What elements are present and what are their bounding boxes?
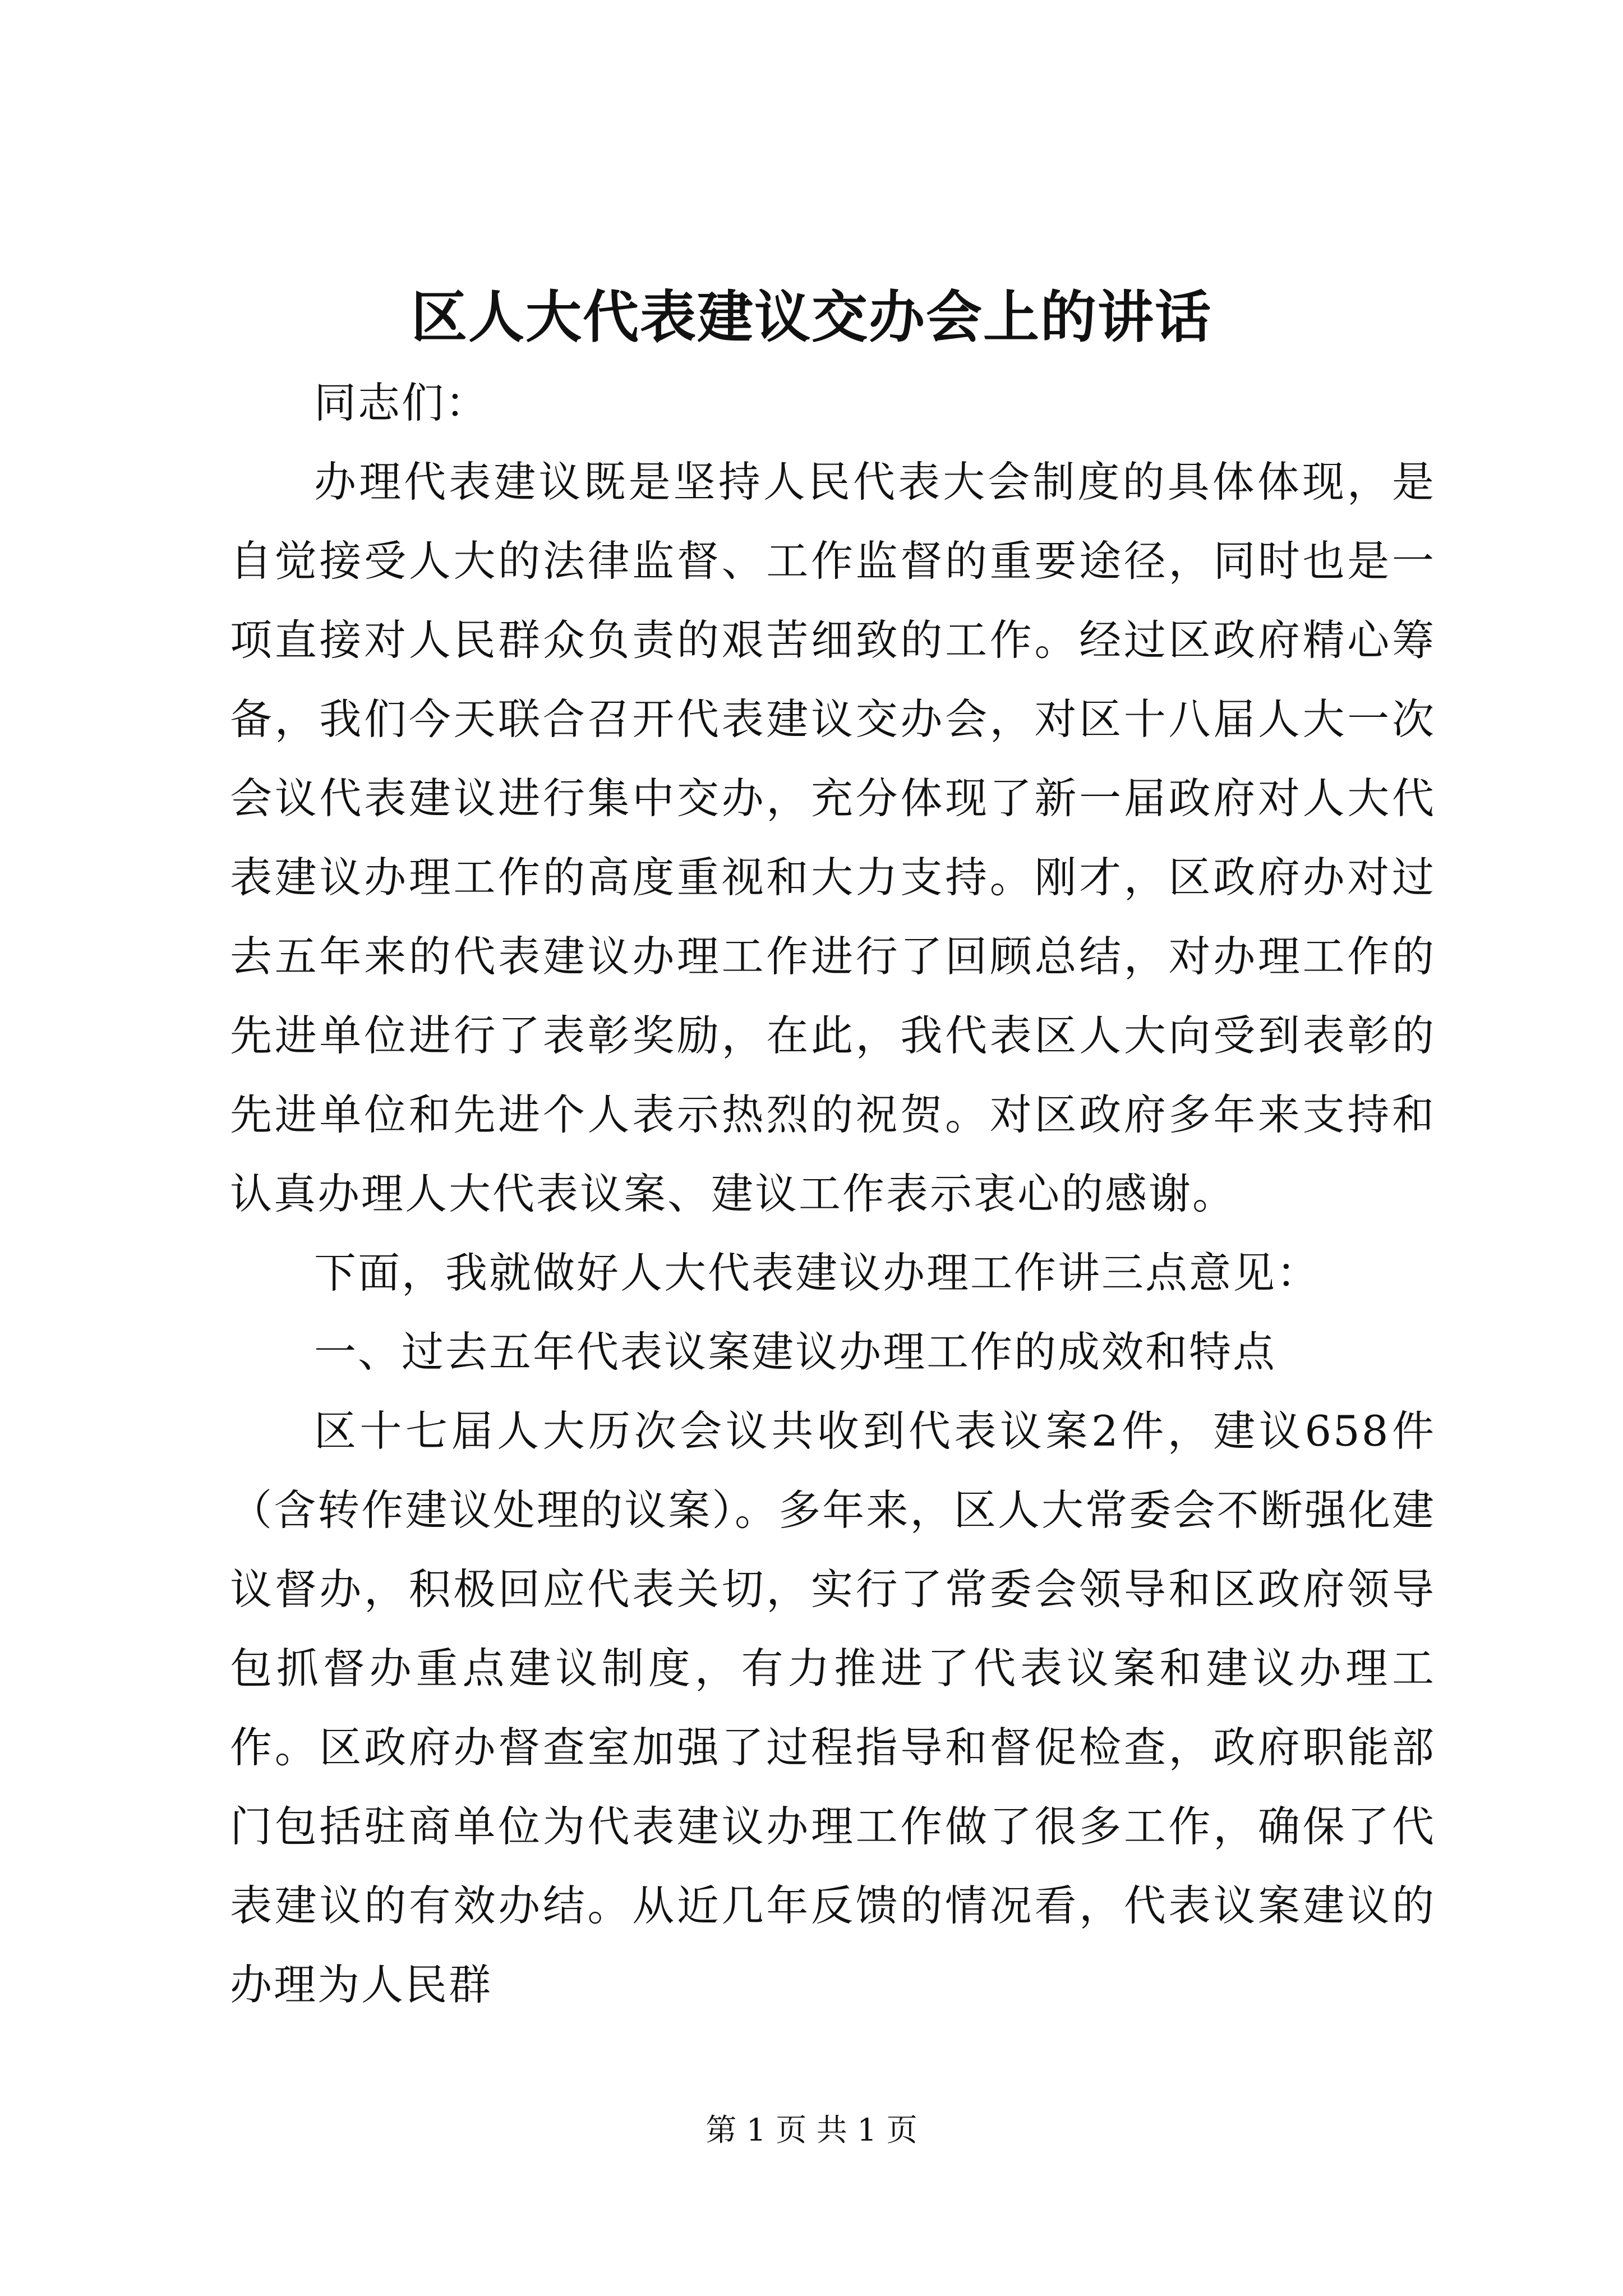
page-number-footer: 第 1 页 共 1 页 xyxy=(706,2112,917,2148)
document-title: 区人大代表建议交办会上的讲话 xyxy=(411,284,1212,350)
body-paragraph: 办理代表建议既是坚持人民代表大会制度的具体体现，是自觉接受人大的法律监督、工作监督的重要途径，同时也是一项直接对人民群众负责的艰苦细致的工作。经过区政府精心筹备，我们今天联合召开代表建议交办会，对区十八届人大一次会议代表建议进行集中交办，充分体现了新一届政府对人大代表建议办理工作的高度重视和大力支持。刚才，区政府办对过去五年来的代表建议办理工作进行了回顾总结，对办理工作的先进单位进行了表彰奖励，在此，我代表区人大向受到表彰的先进单位和先进个人表示热烈的祝贺。对区政府多年来支持和认真办理人大代表议案、建议工作表示衷心的感谢。 xyxy=(230,457,1436,1218)
body-paragraph: 区十七届人大历次会议共收到代表议案2件，建议658件（含转作建议处理的议案）。多年来，区人大常委会不断强化建议督办，积极回应代表关切，实行了常委会领导和区政府领导包抓督办重点建议制度，有力推进了代表议案和建议办理工作。区政府办督查室加强了过程指导和督促检查，政府职能部门包括驻商单位为代表建议办理工作做了很多工作，确保了代表建议的有效办结。从近几年反馈的情况看，代表议案建议的办理为人民群 xyxy=(230,1406,1436,2009)
body-paragraph: 下面，我就做好人大代表建议办理工作讲三点意见： xyxy=(314,1248,1321,1297)
section-heading: 一、过去五年代表议案建议办理工作的成效和特点 xyxy=(314,1327,1277,1377)
document-body xyxy=(230,364,1436,2024)
salutation-paragraph: 同志们： xyxy=(314,378,490,427)
